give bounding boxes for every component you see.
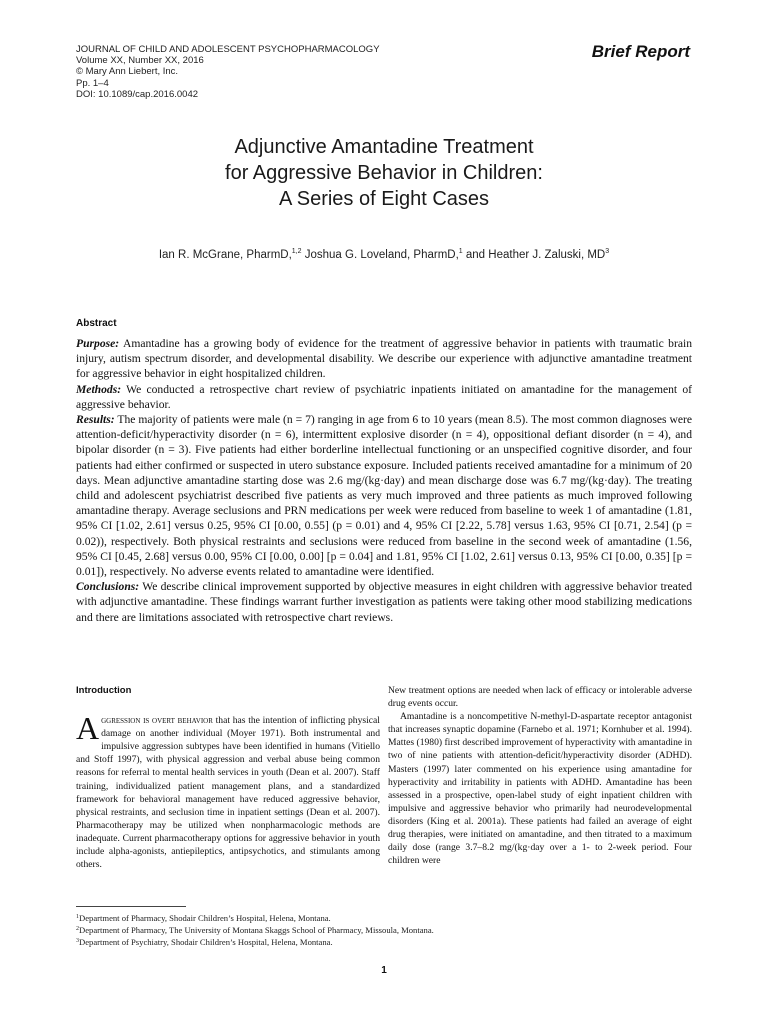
title-line-2: for Aggressive Behavior in Children: <box>225 162 543 184</box>
journal-name: JOURNAL OF CHILD AND ADOLESCENT PSYCHOPHARMACOLOGY <box>76 44 380 55</box>
body-column-left <box>76 684 380 871</box>
intro-paragraph <box>76 710 380 871</box>
footnote <box>76 936 692 948</box>
author-name[interactable]: Ian R. McGrane, PharmD, <box>158 249 292 261</box>
journal-doi[interactable]: DOI: 10.1089/cap.2016.0042 <box>76 88 199 100</box>
body-paragraph: Amantadine is a noncompetitive N-methyl-D-aspartate receptor antagonist that increases synaptic dopamine (Farnebo et al. 1971; Kornhuber et al. 1994). Mattes (1980) first described improvement of hyperactivity with amantadine in two of nine patients with attention-deficit/hyperactivity disorder (ADHD). Masters (1997) later commented on his experience using amantadine for hyperactivity and irritability in patients with ADHD. Amantadine has been assessed in a prospective, open-label study of eight inpatient children with impulsive and aggressive behavior who primarily had neurodevelopmental disorders (King et al. 2001a). These patients had failed an average of eight drug therapies, were initiated on amantadine, and then titrated to a maximum daily dose (range 3.7–8.2 mg/(kg·day over a 1- to 2-week period. Four children were <box>388 711 692 867</box>
abstract-heading: Abstract <box>76 318 117 329</box>
purpose-label: Purpose: <box>76 337 120 350</box>
section-heading-introduction: Introduction <box>76 685 132 696</box>
lead-in: ggression is overt behavior <box>101 715 213 727</box>
journal-pages: Pp. 1–4 <box>76 77 109 89</box>
intro-text: that has the intention of inflicting physical damage on another individual (Moyer 1971). Both instrumental and impulsive aggression subtypes have been identified in humans (Vitiello and Stoff 1997), with physical aggression and verbal abuse being common reasons for referral to mental health services in youth (Dean et al. 2007). Staff training, individualized patient management plans, and a standardized framework for behavioral management have reduced aggressive behavior, physical restraints, and seclusion time in inpatient settings (Dean et al. 2007). Pharmacotherapy may be utilized when nonpharmacologic methods are inadequate. Current pharmacotherapy options for aggressive behavior in youth include alpha-agonists, antiepileptics, antipsychotics, and stimulants among others. <box>76 715 380 871</box>
conclusions-label: Conclusions: <box>76 580 140 594</box>
abstract-conclusions <box>76 579 692 625</box>
title-line-3: A Series of Eight Cases <box>278 188 490 210</box>
abstract-purpose <box>76 336 692 382</box>
page-number: 1 <box>381 965 387 976</box>
footnote-number: 3 <box>76 938 79 944</box>
purpose-text: Amantadine has a growing body of evidence for the treatment of aggressive behavior in patients with traumatic brain injury, autism spectrum disorder, and developmental disability. We describe our experience with adjunctive amantadine treatment for aggressive behavior in eight hospitalized children. <box>76 337 692 381</box>
footnotes <box>76 912 692 948</box>
article-title <box>76 134 692 212</box>
footnote-number: 1 <box>76 914 79 920</box>
footnote <box>76 924 692 936</box>
drop-cap: A <box>76 710 100 747</box>
author-affiliation: 3 <box>605 248 610 255</box>
conclusions-text: We describe clinical improvement supported by objective measures in eight children with aggressive behavior treated with adjunctive amantadine. These findings warrant further investigation as patients were taking other mood stabilizing medications and there are limitations associated with retrospective chart reviews. <box>76 580 692 624</box>
author-name[interactable]: Joshua G. Loveland, PharmD, <box>304 249 459 261</box>
author-affiliation: 1 <box>458 248 463 255</box>
methods-text: We conducted a retrospective chart review of psychiatric inpatients initiated on amantadine for the management of aggressive behavior. <box>76 382 692 411</box>
footnote-text: Department of Pharmacy, The University of Montana Skaggs School of Pharmacy, Missoula, Montana. <box>79 925 434 935</box>
results-text: The majority of patients were male (n = 7) ranging in age from 6 to 10 years (mean 8.5). The most common diagnoses were attention-deficit/hyperactivity disorder (n = 6), intermittent explosive disorder (n = 4), oppositional defiant disorder (n = 4), and bipolar disorder (n = 3). Five patients had either borderline intellectual functioning or an unspecified cognitive disorder, and four patients had either confirmed or suspected in utero substance exposure. Included patients received amantadine for a minimum of 20 days. Mean adjunctive amantadine starting dose was 2.6 mg/(kg·day) and mean discharge dose was 6.7 mg/(kg·day). The treating child and adolescent psychiatrist described five patients as very much improved and three patients as much improved following amantadine therapy. Average seclusions and PRN medications per week were reduced from baseline to week 1 of amantadine (1.81, 95% CI [1.02, 2.61] versus 0.25, 95% CI [0.00, 0.55] (p = 0.01) and 4, 95% CI [2.22, 5.78] versus 1.63, 95% CI [0.71, 2.54] (p = 0.02)), respectively. Both physical restraints and seclusions were reduced from baseline in the second week of amantadine (1.56, 95% CI [0.45, 2.68] versus 0.00, 95% CI [0.00, 0.00] [p = 0.04] and 1.81, 95% CI [1.02, 2.61] versus 0.13, 95% CI [0.00, 0.35] [p = 0.01]), respectively. No adverse events related to amantadine were identified. <box>76 413 692 579</box>
results-label: Results: <box>76 413 115 427</box>
body-paragraph: New treatment options are needed when lack of efficacy or intolerable adverse drug events occur. <box>388 685 692 710</box>
footnote-number: 2 <box>76 926 79 932</box>
journal-info <box>76 44 456 100</box>
author-list <box>76 248 692 261</box>
footnote <box>76 912 692 924</box>
methods-label: Methods: <box>76 382 122 396</box>
body-column-right <box>388 684 692 867</box>
footnote-text: Department of Pharmacy, Shodair Children’s Hospital, Helena, Montana. <box>79 913 331 923</box>
abstract-results <box>76 412 692 579</box>
journal-volume: Volume XX, Number XX, 2016 <box>76 55 204 67</box>
title-line-1: Adjunctive Amantadine Treatment <box>234 136 534 158</box>
author-affiliation: 1,2 <box>291 248 302 255</box>
author-name[interactable]: and Heather J. Zaluski, MD <box>465 249 606 261</box>
report-type: Brief Report <box>591 42 690 61</box>
abstract-methods <box>76 382 692 412</box>
journal-copyright: © Mary Ann Liebert, Inc. <box>76 66 179 78</box>
abstract-body <box>76 336 692 625</box>
footnote-divider <box>76 906 186 907</box>
footnote-text: Department of Psychiatry, Shodair Children’s Hospital, Helena, Montana. <box>79 937 333 947</box>
